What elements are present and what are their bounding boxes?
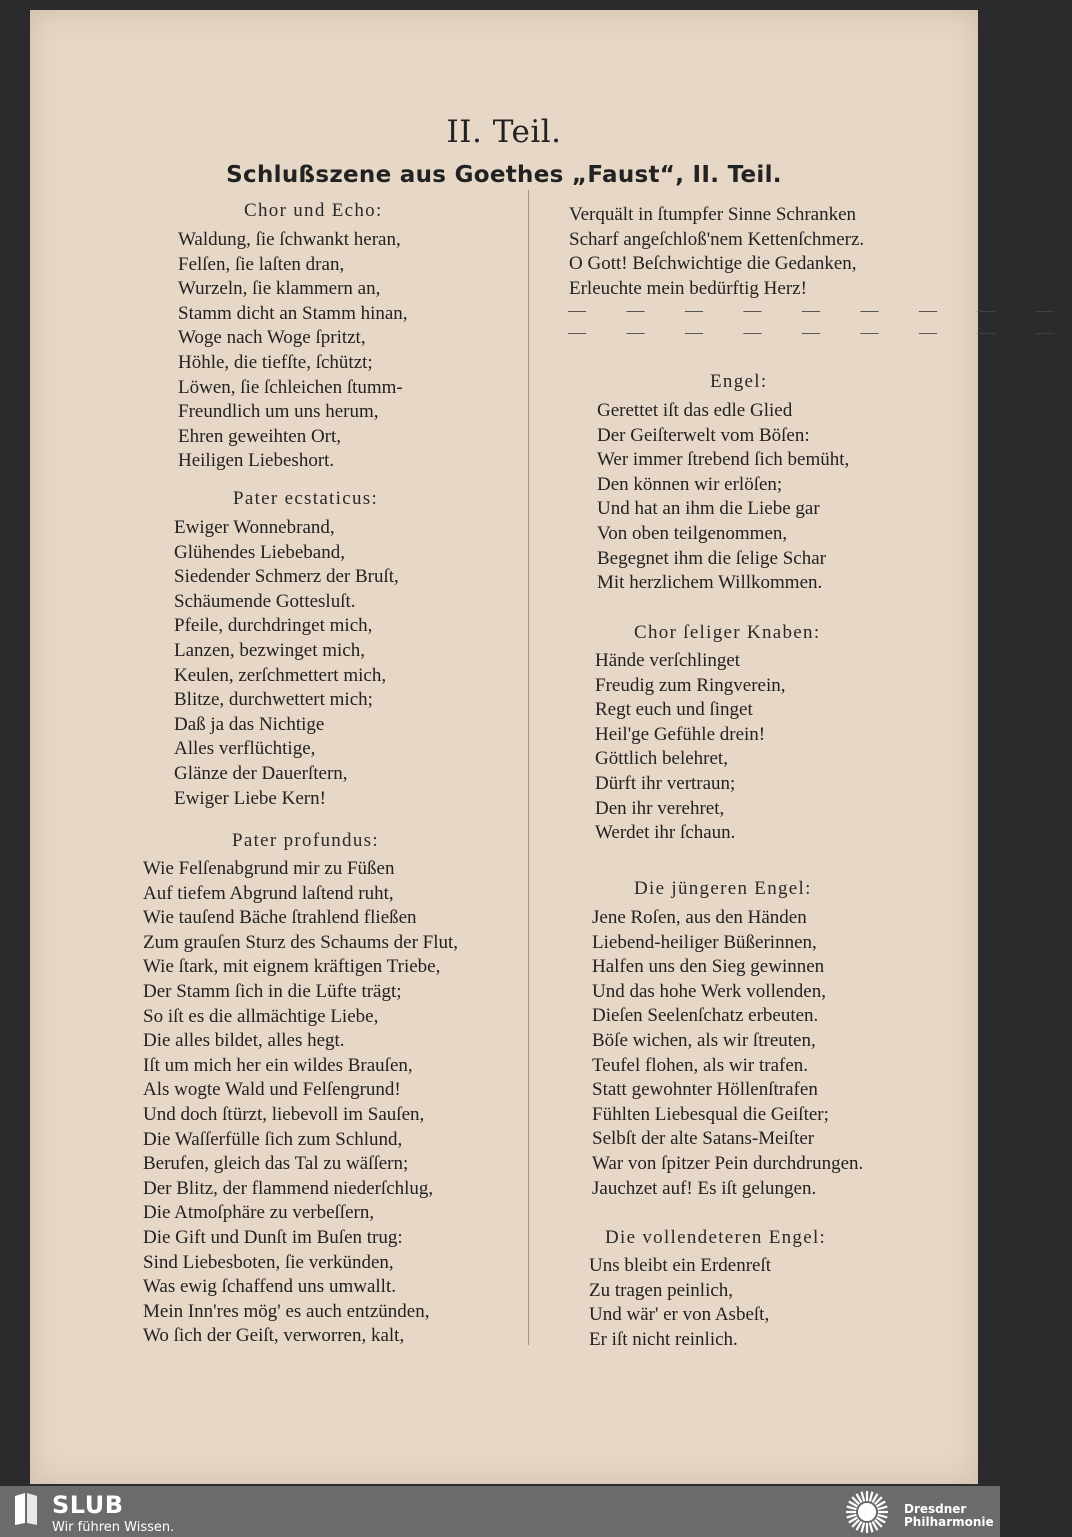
verse-line: Alles verflüchtige, [174,738,316,760]
verse-line: Glänze der Dauerſtern, [174,763,348,784]
dash-separator: — — — — — — — — — [568,322,1072,342]
sun-ray [862,1523,865,1533]
sun-ray [870,1492,873,1502]
verse-line: Dieſen Seelenſchatz erbeuten. [592,1005,819,1027]
verse-line: Höhle, die tiefſte, ſchützt; [178,352,373,373]
slub-tagline: Wir führen Wissen. [52,1520,175,1535]
verse-line: Ewiger Wonnebrand, [174,517,335,538]
verse-line: Hände verſchlinget [595,650,741,671]
column-divider [528,190,529,1345]
verse-line: Erleuchte mein bedürftig Herz! [569,277,807,299]
verse-line: Fühlten Liebesqual die Geiſter; [592,1103,829,1125]
verse-line: Waldung, ſie ſchwankt heran, [178,229,401,250]
verse-line: Uns bleibt ein Erdenreſt [589,1255,772,1276]
verse-line: Halfen uns den Sieg gewinnen [592,956,825,978]
verse-line: Glühendes Liebeband, [174,541,345,563]
section-heading: Die vollendeteren Engel: [605,1227,827,1248]
philharmonie-line2: Philharmonie [904,1515,994,1529]
verse-line: Mein Inn'res mög' es auch entzünden, [143,1300,430,1322]
slub-logo-icon[interactable] [13,1492,39,1526]
verse-line: Freundlich um uns herum, [178,401,379,423]
verse-line: Ehren geweihten Ort, [178,425,342,447]
verse-line: Böſe wichen, als wir ſtreuten, [592,1030,816,1051]
verse-line: Wer immer ſtrebend ſich bemüht, [597,449,850,471]
page-subtitle: Schlußszene aus Goethes „Faust“, II. Teil. [226,162,782,188]
verse-line: Und hat an ihm die Liebe gar [597,498,820,520]
verse-line: Blitze, durchwettert mich; [174,689,373,711]
verse-line: Verquält in ſtumpfer Sinne Schranken [569,204,857,225]
verse-line: Den können wir erlöſen; [597,473,783,495]
verse-line: Siedender Schmerz der Bruſt, [174,566,399,588]
verse-line: Die alles bildet, alles hegt. [143,1030,345,1052]
verse-line: Gerettet iſt das edle Glied [597,400,793,421]
dash-separator: — — — — — — — — — [568,300,1072,320]
verse-line: Ewiger Liebe Kern! [174,787,326,809]
verse-line: Und das hohe Werk vollenden, [592,980,826,1002]
verse-line: Was ewig ſchaffend uns umwallt. [143,1276,396,1298]
section-heading: Chor ſeliger Knaben: [634,622,821,643]
verse-line: Daß ja das Nichtige [174,713,325,735]
verse-line: Iſt um mich her ein wildes Brauſen, [143,1054,413,1076]
verse-line: Und doch ſtürzt, liebevoll im Sauſen, [143,1104,425,1125]
verse-line: Berufen, gleich das Tal zu wäſſern; [143,1153,409,1175]
section-heading: Chor und Echo: [244,200,383,221]
verse-line: Wurzeln, ſie klammern an, [178,278,381,300]
verse-line: Schäumende Gottesluſt. [174,590,356,612]
verse-line: Pfeile, durchdringet mich, [174,615,373,637]
verse-line: Jene Roſen, aus den Händen [592,907,807,928]
section-heading: Die jüngeren Engel: [634,878,812,899]
verse-line: Freudig zum Ringverein, [595,674,786,696]
verse-line: War von ſpitzer Pein durchdrungen. [592,1153,864,1174]
verse-line: Die Gift und Dunſt im Buſen trug: [143,1227,403,1248]
verse-line: Werdet ihr ſchaun. [595,822,736,844]
verse-line: Zu tragen peinlich, [589,1279,734,1301]
verse-line: Göttlich belehret, [595,748,728,770]
verse-line: Felſen, ſie laſten dran, [178,253,345,275]
section-heading: Pater ecstaticus: [233,488,379,509]
verse-line: Auf tiefem Abgrund laſtend ruht, [143,882,394,904]
philharmonie-line1: Dresdner [904,1502,967,1516]
verse-line: Sind Liebesboten, ſie verkünden, [143,1251,394,1273]
verse-line: Stamm dicht an Stamm hinan, [178,302,408,324]
verse-line: Scharf angeſchloß'nem Kettenſchmerz. [569,228,865,250]
sun-ray [862,1492,865,1502]
verse-line: Teufel flohen, als wir trafen. [592,1054,809,1076]
verse-line: Wie ſtark, mit eignem kräftigen Triebe, [143,956,441,978]
verse-line: Wie tauſend Bäche ſtrahlend fließen [143,907,417,929]
verse-line: Die Waſſerfülle ſich zum Schlund, [143,1128,403,1150]
slub-name[interactable]: SLUB [52,1491,124,1519]
verse-line: Jauchzet auf! Es iſt gelungen. [592,1177,817,1199]
verse-line: Keulen, zerſchmettert mich, [174,664,387,686]
sun-ray [878,1515,888,1518]
verse-line: Begegnet ihm die ſelige Schar [597,547,826,569]
verse-line: Die Atmoſphäre zu verbeſſern, [143,1202,375,1224]
philharmonie-name[interactable] [904,1503,994,1529]
verse-line: Wo ſich der Geiſt, verworren, kalt, [143,1325,405,1347]
verse-line: Woge nach Woge ſpritzt, [178,327,366,349]
sun-ray [878,1507,888,1510]
verse-line: Der Stamm ſich in die Lüfte trägt; [143,981,402,1002]
section-heading: Pater profundus: [232,830,379,851]
verse-line: Statt gewohnter Höllenſtrafen [592,1079,818,1101]
verse-line: Regt euch und ſinget [595,699,753,721]
verse-line: Und wär' er von Asbeſt, [589,1304,770,1326]
sun-ray [847,1515,857,1518]
verse-line: Der Blitz, der flammend niederſchlug, [143,1177,434,1199]
verse-line: Selbſt der alte Satans-Meiſter [592,1128,815,1150]
verse-line: So iſt es die allmächtige Liebe, [143,1005,379,1027]
philharmonie-logo-icon[interactable] [842,1489,892,1535]
verse-line: Mit herzlichem Willkommen. [597,572,823,594]
verse-line: Als wogte Wald und Felſengrund! [143,1079,401,1101]
verse-line: Heil'ge Gefühle drein! [595,723,766,745]
page-title: II. Teil. [446,114,562,150]
verse-line: Dürft ihr vertraun; [595,773,736,794]
verse-line: Lanzen, bezwinget mich, [174,640,365,661]
verse-line: Der Geiſterwelt vom Böſen: [597,424,810,446]
verse-line: Liebend-heiliger Büßerinnen, [592,931,817,953]
verse-line: Zum grauſen Sturz des Schaums der Flut, [143,931,459,953]
sun-ray [847,1507,857,1510]
sun-ray [870,1523,873,1533]
verse-line: Er iſt nicht reinlich. [589,1328,738,1350]
verse-line: Von oben teilgenommen, [597,523,788,544]
verse-line: Den ihr verehret, [595,797,725,819]
verse-line: O Gott! Beſchwichtige die Gedanken, [569,253,857,275]
verse-line: Wie Felſenabgrund mir zu Füßen [143,858,395,879]
verse-line: Heiligen Liebeshort. [178,450,335,472]
section-heading: Engel: [710,371,768,392]
verse-line: Löwen, ſie ſchleichen ſtumm- [178,376,403,398]
